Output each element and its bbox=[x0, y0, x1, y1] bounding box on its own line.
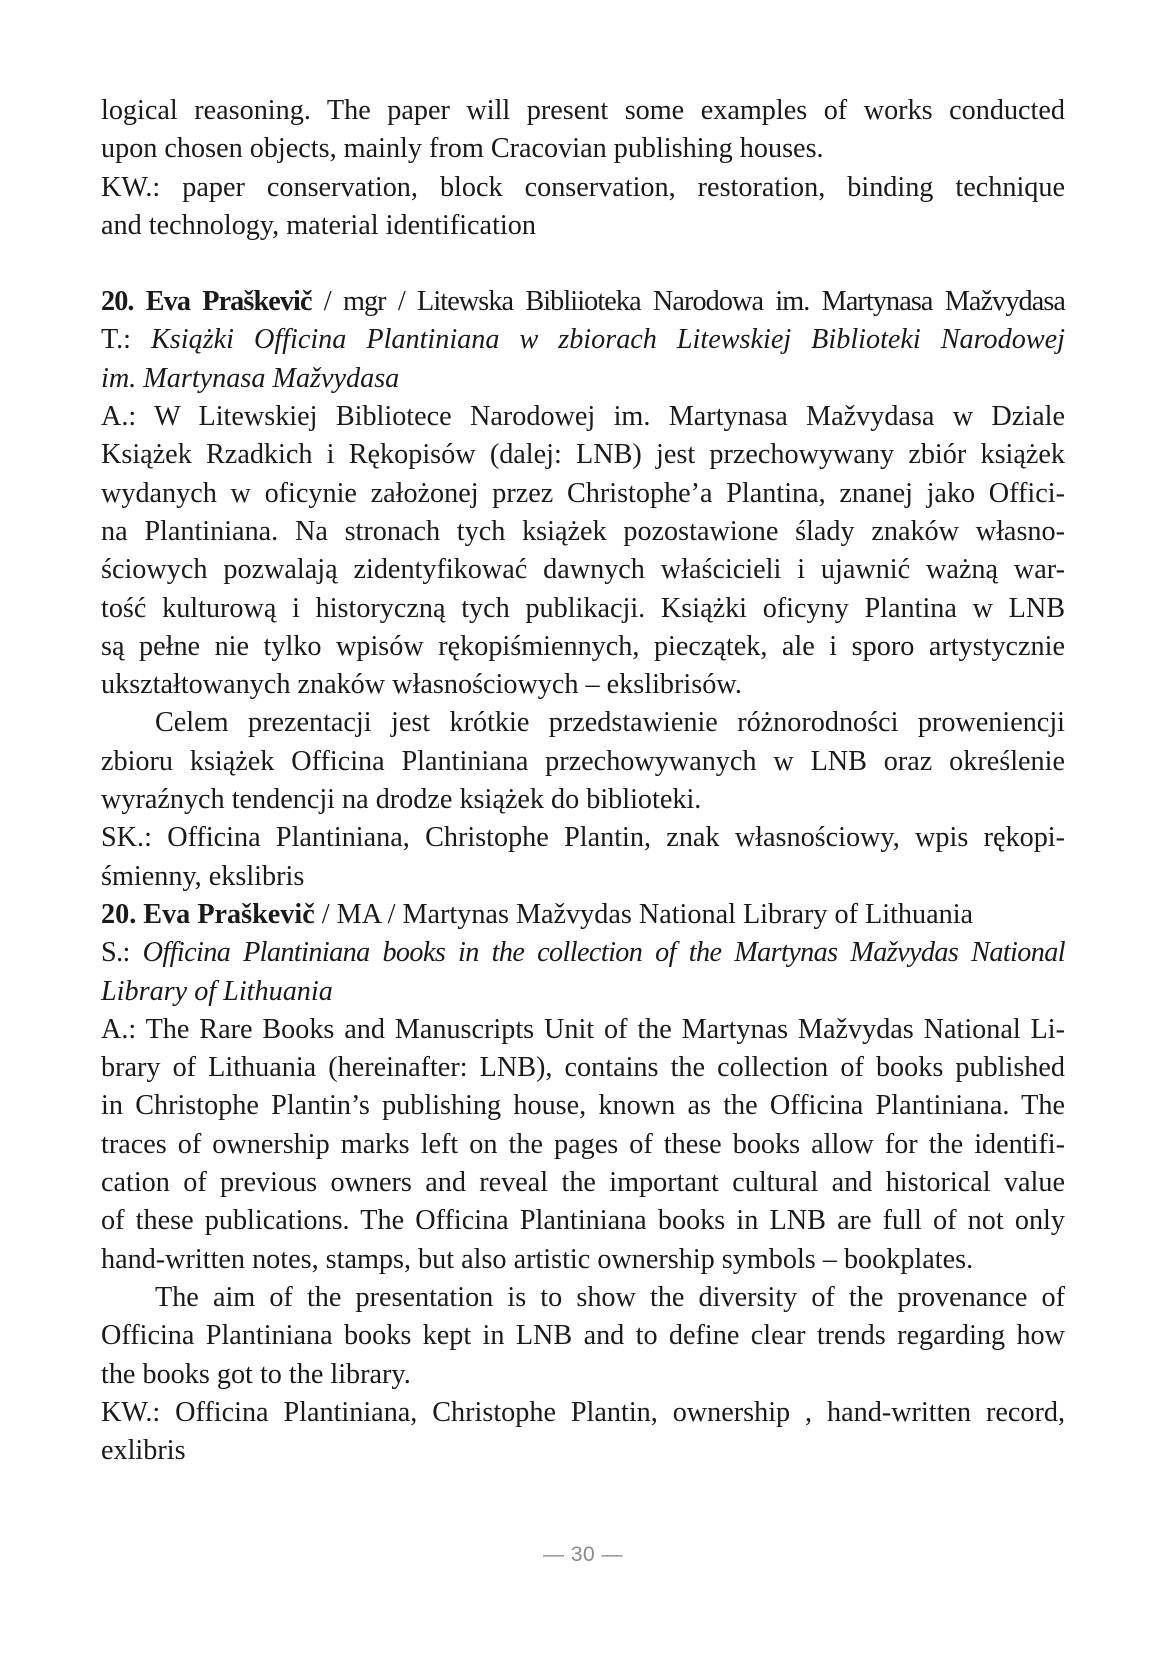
author-name: 20. Eva Praškevič bbox=[101, 898, 315, 930]
title-prefix: T.: bbox=[101, 324, 151, 356]
abstract-line: zbioru książek Officina Plantiniana przechowywanych w LNB oraz określenie bbox=[101, 745, 1065, 777]
title-text: Officina Plantiniana books in the collection of the Martynas Mažvydas National bbox=[142, 937, 1066, 969]
page-body bbox=[101, 92, 1065, 1470]
body-line: logical reasoning. The paper will present some examples of works conducted bbox=[101, 95, 1065, 126]
section-gap bbox=[101, 245, 1065, 283]
entry-title bbox=[101, 321, 1065, 359]
entry-heading bbox=[101, 896, 1065, 934]
entry-title bbox=[101, 934, 1065, 972]
abstract-line: wyraźnych tendencji na drodze książek do biblioteki. bbox=[101, 784, 702, 816]
page-number: — 30 — bbox=[542, 1543, 624, 1566]
keywords-line: SK.: Officina Plantiniana, Christophe Plantin, znak własnościowy, wpis rękopi- bbox=[101, 822, 1065, 854]
abstract-line: hand-written notes, stamps, but also artistic ownership symbols – bookplates. bbox=[101, 1243, 974, 1275]
abstract-line: The aim of the presentation is to show the diversity of the provenance of bbox=[155, 1281, 1065, 1313]
abstract-line: Książek Rzadkich i Rękopisów (dalej: LNB) jest przechowywany zbiór książek bbox=[101, 439, 1065, 471]
abstract-line: A.: W Litewskiej Bibliotece Narodowej im. Martynasa Mažvydasa w Dziale bbox=[101, 401, 1065, 433]
keywords-line: śmienny, ekslibris bbox=[101, 860, 305, 892]
abstract-line: the books got to the library. bbox=[101, 1358, 411, 1390]
abstract-line: brary of Lithuania (hereinafter: LNB), contains the collection of books published bbox=[101, 1052, 1065, 1084]
keywords-line: KW.: paper conservation, block conservation, restoration, binding technique bbox=[101, 171, 1065, 203]
entry-heading bbox=[101, 283, 1065, 321]
abstract-line: wydanych w oficynie założonej przez Christophe’a Plantina, znanej jako Offici- bbox=[101, 477, 1065, 509]
abstract-line: Officina Plantiniana books kept in LNB and to define clear trends regarding how bbox=[101, 1320, 1065, 1352]
entry-title-cont: im. Martynasa Mažvydasa bbox=[101, 362, 400, 394]
author-affiliation: / MA / Martynas Mažvydas National Library of Lithuania bbox=[314, 898, 974, 930]
abstract-line: of these publications. The Officina Plantiniana books in LNB are full of not only bbox=[101, 1205, 1065, 1237]
abstract-line: in Christophe Plantin’s publishing house, known as the Officina Plantiniana. The bbox=[101, 1090, 1065, 1122]
keywords-line: exlibris bbox=[101, 1435, 186, 1467]
keywords-line: KW.: Officina Plantiniana, Christophe Plantin, ownership , hand-written record, bbox=[101, 1396, 1065, 1428]
abstract-line: cation of previous owners and reveal the important cultural and historical value bbox=[101, 1167, 1065, 1199]
keywords-line: and technology, material identification bbox=[101, 209, 536, 241]
abstract-line: ukształtowanych znaków własnościowych – ekslibrisów. bbox=[101, 669, 742, 701]
abstract-line: na Plantiniana. Na stronach tych książek pozostawione ślady znaków własno- bbox=[101, 515, 1065, 547]
title-prefix: S.: bbox=[101, 937, 143, 969]
title-text: Książki Officina Plantiniana w zbiorach Litewskiej Biblioteki Narodowej bbox=[151, 324, 1065, 356]
abstract-line: ściowych pozwalają zidentyfikować dawnych właścicieli i ujawnić ważną war- bbox=[101, 554, 1065, 586]
abstract-line: Celem prezentacji jest krótkie przedstawienie różnorodności proweniencji bbox=[155, 707, 1065, 739]
author-affiliation: / mgr / Litewska Bibliioteka Narodowa im. Martynasa Mažvydasa bbox=[311, 286, 1065, 318]
abstract-line: tość kulturową i historyczną tych publikacji. Książki oficyny Plantina w LNB bbox=[101, 592, 1065, 624]
entry-title-cont: Library of Lithuania bbox=[101, 975, 333, 1007]
abstract-line: A.: The Rare Books and Manuscripts Unit of the Martynas Mažvydas National Li- bbox=[101, 1013, 1065, 1045]
author-name: 20. Eva Praškevič bbox=[101, 286, 312, 318]
body-line: upon chosen objects, mainly from Cracovian publishing houses. bbox=[101, 133, 824, 165]
abstract-line: są pełne nie tylko wpisów rękopiśmiennych, pieczątek, ale i sporo artystycznie bbox=[101, 630, 1065, 662]
abstract-line: traces of ownership marks left on the pages of these books allow for the identifi- bbox=[101, 1128, 1065, 1160]
